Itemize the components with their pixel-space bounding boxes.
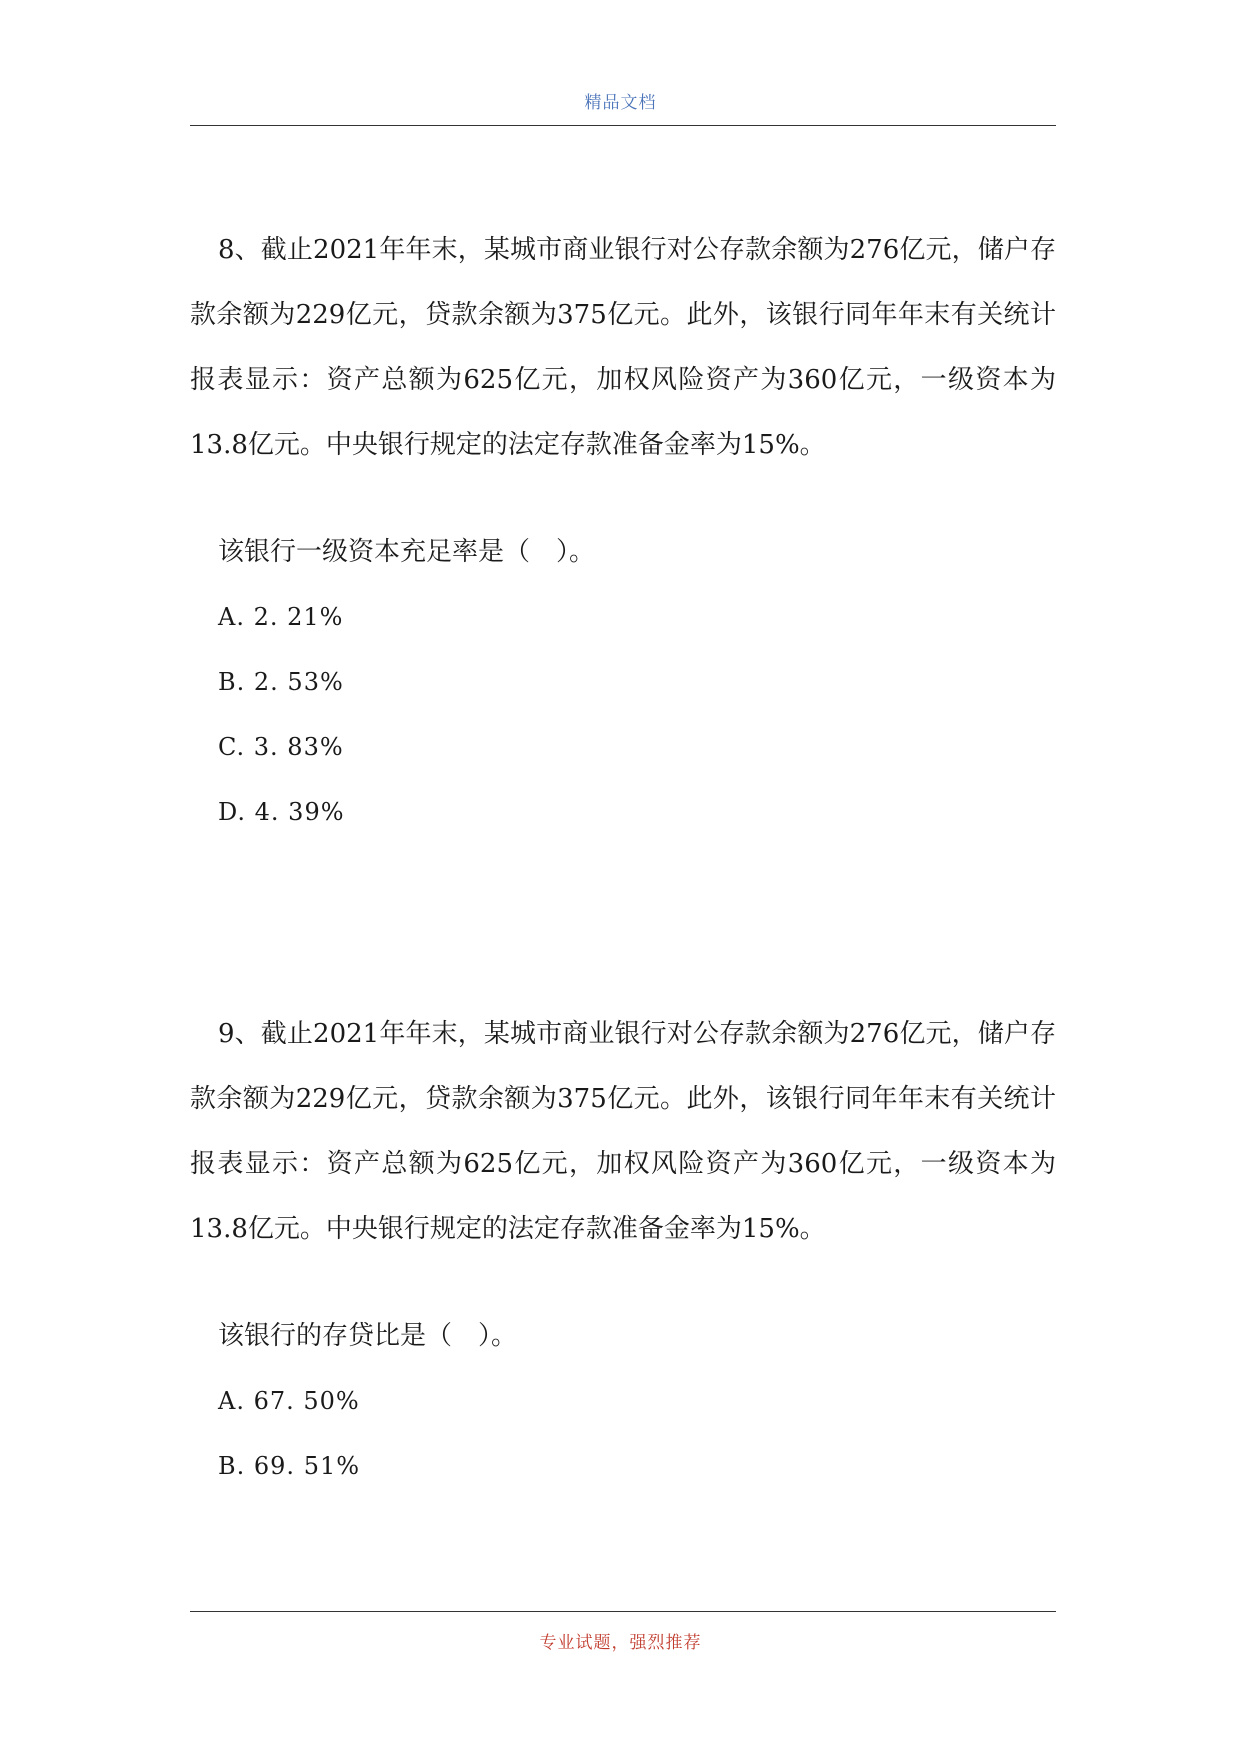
option-b: B. 2. 53% bbox=[218, 668, 344, 696]
option-b: B. 69. 51% bbox=[218, 1452, 361, 1480]
question-passage: 9、截止2021年年末，某城市商业银行对公存款余额为276亿元，储户存款余额为229亿元，贷款余额为375亿元。此外，该银行同年年末有关统计报表显示：资产总额为625亿元，加权风险资产为360亿元，一级资本为13.8亿元。中央银行规定的法定存款准备金率为15%。 bbox=[190, 1019, 1056, 1244]
question-stem: 该银行一级资本充足率是（ ）。 bbox=[218, 537, 596, 567]
question-stem: 该银行的存贷比是（ ）。 bbox=[218, 1321, 518, 1351]
footer-divider bbox=[190, 1611, 1056, 1612]
header-divider bbox=[190, 125, 1056, 126]
question-passage: 8、截止2021年年末，某城市商业银行对公存款余额为276亿元，储户存款余额为229亿元，贷款余额为375亿元。此外，该银行同年年末有关统计报表显示：资产总额为625亿元，加权风险资产为360亿元，一级资本为13.8亿元。中央银行规定的法定存款准备金率为15%。 bbox=[190, 235, 1056, 460]
option-list bbox=[218, 1369, 1056, 1499]
question-9 bbox=[190, 1002, 1056, 1499]
option-a: A. 67. 50% bbox=[218, 1387, 360, 1415]
page-footer: 专业试题，强烈推荐 bbox=[539, 1633, 702, 1653]
question-8 bbox=[190, 218, 1056, 845]
option-list bbox=[218, 585, 1056, 845]
page-header: 精品文档 bbox=[584, 93, 657, 113]
option-a: A. 2. 21% bbox=[218, 603, 344, 631]
option-c: C. 3. 83% bbox=[218, 733, 344, 761]
option-d: D. 4. 39% bbox=[218, 798, 345, 826]
